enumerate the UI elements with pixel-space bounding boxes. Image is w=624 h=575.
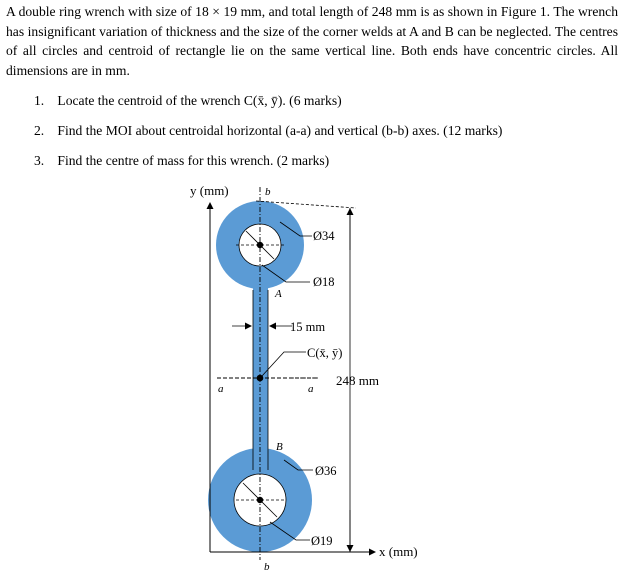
question-1-number: 1. xyxy=(34,93,45,108)
bottom-inner-diameter-label: Ø19 xyxy=(311,534,333,548)
b-axis-top-label: b xyxy=(265,186,271,198)
question-3-number: 3. xyxy=(34,153,45,168)
wrench-handle xyxy=(253,260,268,470)
bottom-outer-diameter-label: Ø36 xyxy=(315,464,337,478)
question-1-text: Locate the centroid of the wrench C(x̄, ȳ). (6 marks) xyxy=(57,93,342,108)
x-axis-label: x (mm) xyxy=(379,544,418,559)
bottom-centre-point xyxy=(257,497,263,503)
handle-width-label: 15 mm xyxy=(290,320,326,334)
a-axis-left-label: a xyxy=(218,383,224,395)
y-axis-label: y (mm) xyxy=(190,183,229,198)
problem-intro: A double ring wrench with size of 18 × 19 mm, and total length of 248 mm is as shown in Figure 1. The wrench has insignificant variation of thickness and the size of the corner welds at A and B can be neglected. The centres of all circles and centroid of rectangle lie on the same vertical line. Both ends have concentric circles. All dimensions are in mm. xyxy=(6,4,618,78)
a-axis-right-label: a xyxy=(308,383,314,395)
centroid-label: C(x̄, ȳ) xyxy=(307,346,343,360)
b-axis-bottom-label: b xyxy=(264,561,270,573)
corner-a-label: A xyxy=(275,288,282,300)
question-2-number: 2. xyxy=(34,123,45,138)
question-2-text: Find the MOI about centroidal horizontal (a-a) and vertical (b-b) axes. (12 marks) xyxy=(57,123,503,138)
top-centre-point xyxy=(257,242,263,248)
corner-b-label: B xyxy=(276,441,283,453)
question-3-text: Find the centre of mass for this wrench. (2 marks) xyxy=(57,153,330,168)
top-outer-diameter-label: Ø34 xyxy=(313,229,335,243)
top-inner-diameter-label: Ø18 xyxy=(313,275,335,289)
length-dimension-label: 248 mm xyxy=(336,373,379,388)
